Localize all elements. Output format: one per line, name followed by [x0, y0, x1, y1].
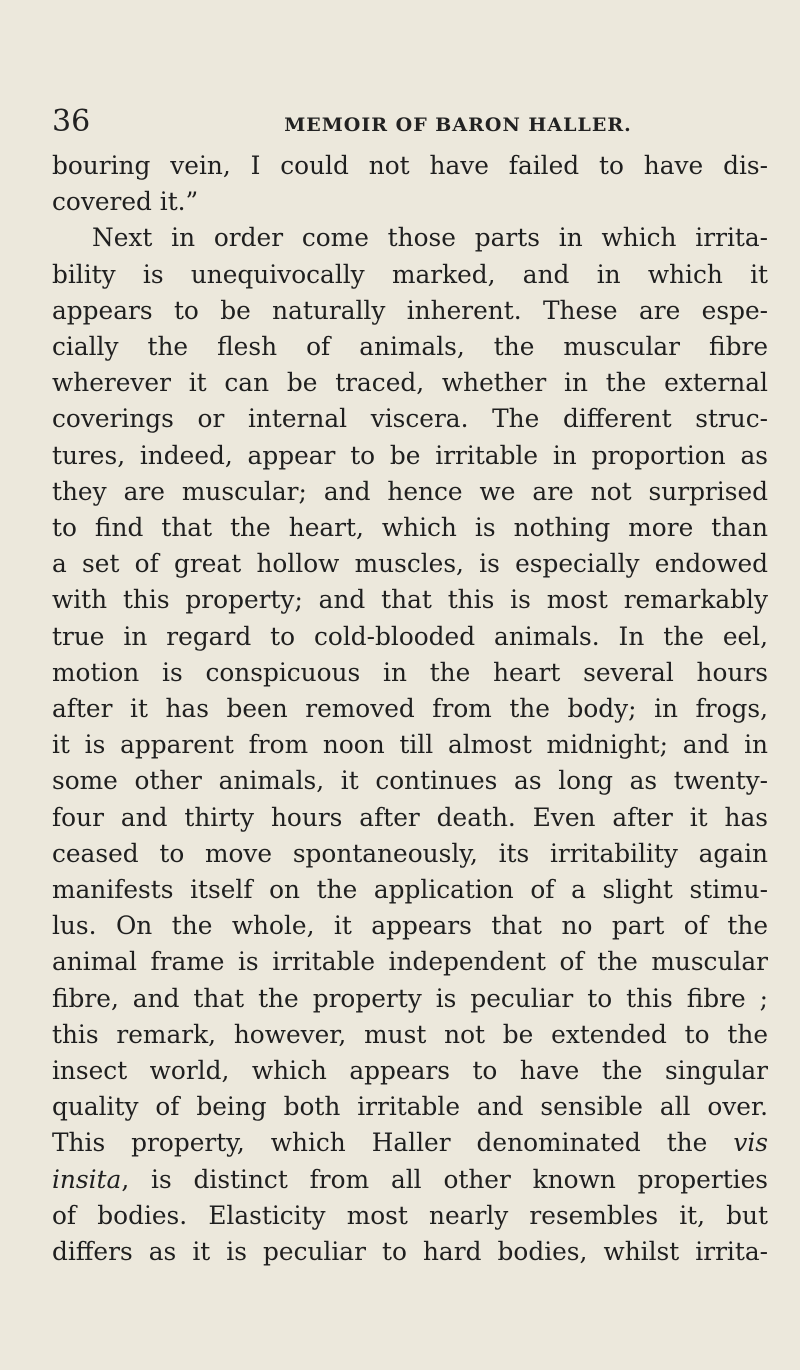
text-line: a set of great hollow muscles, is especially endowed — [52, 549, 768, 579]
running-title: MEMOIR OF BARON HALLER. — [284, 114, 632, 136]
text-line: quality of being both irritable and sensible all over. — [52, 1092, 768, 1122]
text-line: manifests itself on the application of a slight stimu- — [52, 875, 768, 905]
running-head — [52, 100, 768, 144]
text-line — [52, 1125, 768, 1161]
text-line: it is apparent from noon till almost midnight; and in — [52, 730, 768, 760]
text-line: insect world, which appears to have the singular — [52, 1056, 768, 1086]
text-line: some other animals, it continues as long as twenty- — [52, 766, 768, 796]
text-line: of bodies. Elasticity most nearly resembles it, but — [52, 1200, 768, 1230]
text-line: coverings or internal viscera. The different struc- — [52, 404, 768, 434]
text-line: motion is conspicuous in the heart several hours — [52, 657, 768, 687]
text-line: tures, indeed, appear to be irritable in proportion as — [52, 440, 768, 470]
italic-term: insita — [52, 1164, 122, 1194]
text-line: true in regard to cold-blooded animals. In the eel, — [52, 621, 768, 651]
text-line: they are muscular; and hence we are not surprised — [52, 476, 768, 506]
text-line: ceased to move spontaneously, its irritability again — [52, 838, 768, 868]
text-line: after it has been removed from the body; in frogs, — [52, 694, 768, 724]
text-line: with this property; and that this is most remarkably — [52, 585, 768, 615]
text-line: this remark, however, must not be extended to the — [52, 1019, 768, 1049]
text-line: cially the flesh of animals, the muscular fibre — [52, 332, 768, 362]
text-line: to find that the heart, which is nothing more than — [52, 513, 768, 543]
text-line: wherever it can be traced, whether in the external — [52, 368, 768, 398]
text-line: fibre, and that the property is peculiar to this fibre ; — [52, 983, 768, 1013]
text-line — [52, 1162, 768, 1198]
page-number: 36 — [52, 104, 91, 139]
text-line: bility is unequivocally marked, and in which it — [52, 259, 768, 289]
text-line: appears to be naturally inherent. These are espe- — [52, 295, 768, 325]
text-line: animal frame is irritable independent of the muscular — [52, 947, 768, 977]
body-text — [52, 148, 768, 1270]
text-line: four and thirty hours after death. Even after it has — [52, 802, 768, 832]
text-line: covered it.” — [52, 187, 199, 217]
italic-term: vis — [733, 1128, 768, 1158]
text-line: Next in order come those parts in which irrita- — [92, 223, 768, 253]
text-line: lus. On the whole, it appears that no part of the — [52, 911, 768, 941]
text-line-segment: This property, which Haller denominated the — [52, 1128, 734, 1158]
text-line: differs as it is peculiar to hard bodies, whilst irrita- — [52, 1237, 768, 1267]
text-line-segment: , is distinct from all other known properties — [121, 1164, 768, 1194]
text-line: bouring vein, I could not have failed to have dis- — [52, 151, 768, 180]
